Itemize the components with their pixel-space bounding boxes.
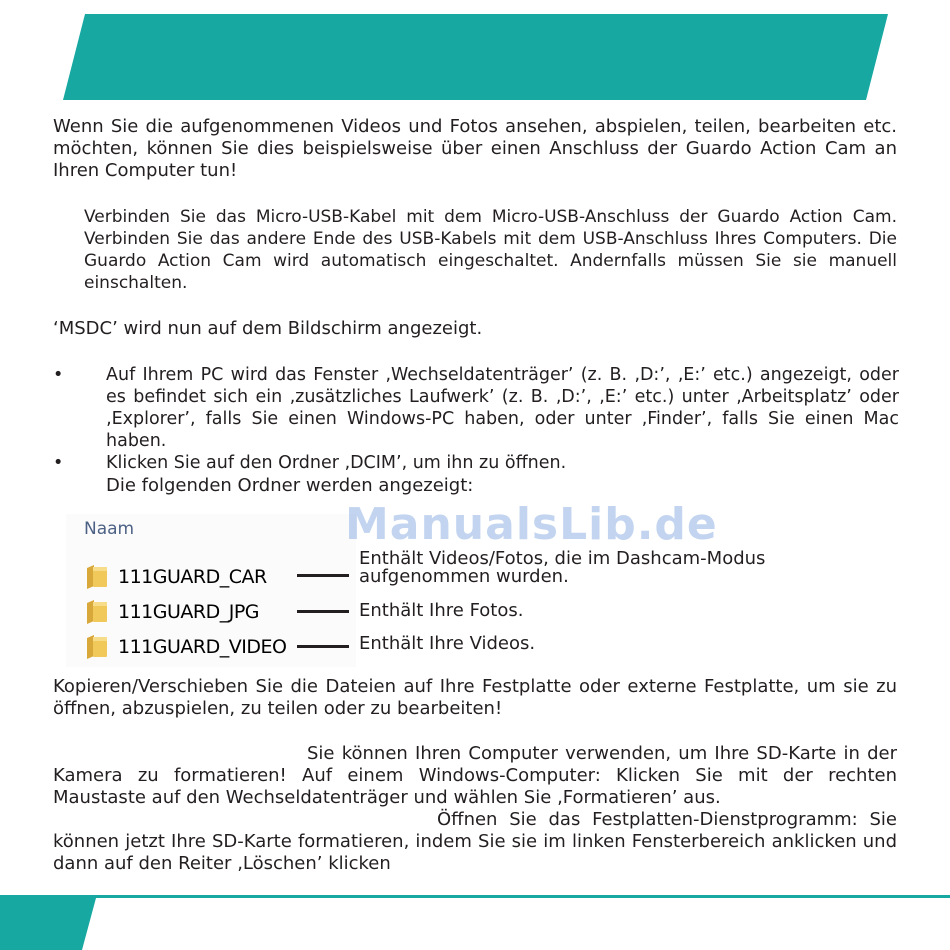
folders-intro: Die folgenden Ordner werden angezeigt:	[106, 475, 474, 496]
bullet-text: Auf Ihrem PC wird das Fenster ‚Wechseldatenträger’ (z. B. ‚D:’, ‚E:’ etc.) angezeigt, oder es befindet sich ein ‚zusätzliches Laufwerk’ (z. B. ‚D:’, ‚E:’ etc.) unter ‚Arbeitsplatz’ oder ‚Explorer’, falls Sie einen Windows-PC haben, oder unter ‚Finder’, falls Sie einen Mac haben.	[106, 365, 899, 451]
connector-line	[297, 645, 349, 648]
list-item	[53, 364, 899, 452]
msdc-notice: ‘MSDC’ wird nun auf dem Bildschirm angezeigt.	[53, 318, 483, 339]
folder-name: 111GUARD_JPG	[118, 601, 260, 623]
bullet-icon: •	[53, 365, 64, 385]
folder-description-jpg: Enthält Ihre Fotos.	[359, 600, 524, 621]
list-item	[53, 452, 899, 474]
header-banner	[0, 0, 950, 100]
folder-row-video[interactable]	[86, 632, 286, 662]
folder-icon	[86, 599, 108, 625]
copy-paragraph: Kopieren/Verschieben Sie die Dateien auf Ihre Festplatte oder externe Festplatte, um sie zu öffnen, abzuspielen, zu teilen oder zu bearbeiten!	[53, 676, 897, 719]
folder-name: 111GUARD_CAR	[118, 566, 267, 588]
connection-steps: Verbinden Sie das Micro-USB-Kabel mit dem Micro-USB-Anschluss der Guardo Action Cam. Verbinden Sie das andere Ende des USB-Kabels mit dem USB-Anschluss Ihres Computers. Die Guardo Action Cam wird automatisch eingeschaltet. Andernfalls müssen Sie sie manuell einschalten.	[84, 207, 897, 293]
footer-tab	[0, 898, 100, 950]
connector-line	[297, 610, 349, 613]
connector-line	[297, 574, 349, 577]
folder-description-car-cont: aufgenommen wurden.	[359, 566, 569, 587]
watermark: ManualsLib.de	[345, 499, 718, 550]
footer-rule	[0, 895, 950, 898]
format-section	[53, 743, 897, 875]
folder-name: 111GUARD_VIDEO	[118, 636, 287, 658]
bullet-icon: •	[53, 453, 64, 473]
format-mac-text: Öffnen Sie das Festplatten-Dienstprogramm: Sie können jetzt Ihre SD-Karte formatieren, indem Sie sie im linken Fensterbereich anklicken und dann auf den Reiter ‚Löschen’ klicken	[53, 809, 897, 874]
folder-row-jpg[interactable]	[86, 597, 259, 627]
folder-icon	[86, 634, 108, 660]
intro-paragraph: Wenn Sie die aufgenommenen Videos und Fotos ansehen, abspielen, teilen, bearbeiten etc. möchten, können Sie dies beispielsweise über einen Anschluss der Guardo Action Cam an Ihren Computer tun!	[53, 116, 897, 181]
folder-description-car: Enthält Videos/Fotos, die im Dashcam-Modus	[359, 548, 766, 569]
bullet-text: Klicken Sie auf den Ordner ‚DCIM’, um ihn zu öffnen.	[106, 453, 567, 473]
bullet-list	[53, 364, 899, 474]
folder-description-video: Enthält Ihre Videos.	[359, 633, 536, 654]
column-header-name: Naam	[84, 519, 135, 539]
folder-icon	[86, 564, 108, 590]
folder-row-car[interactable]	[86, 562, 267, 592]
format-windows-text: Sie können Ihren Computer verwenden, um Ihre SD-Karte in der Kamera zu formatieren! Auf einem Windows-Computer: Klicken Sie mit der rechten Maustaste auf den Wechseldatenträger und wählen Sie ‚Formatieren’ aus.	[53, 743, 897, 808]
